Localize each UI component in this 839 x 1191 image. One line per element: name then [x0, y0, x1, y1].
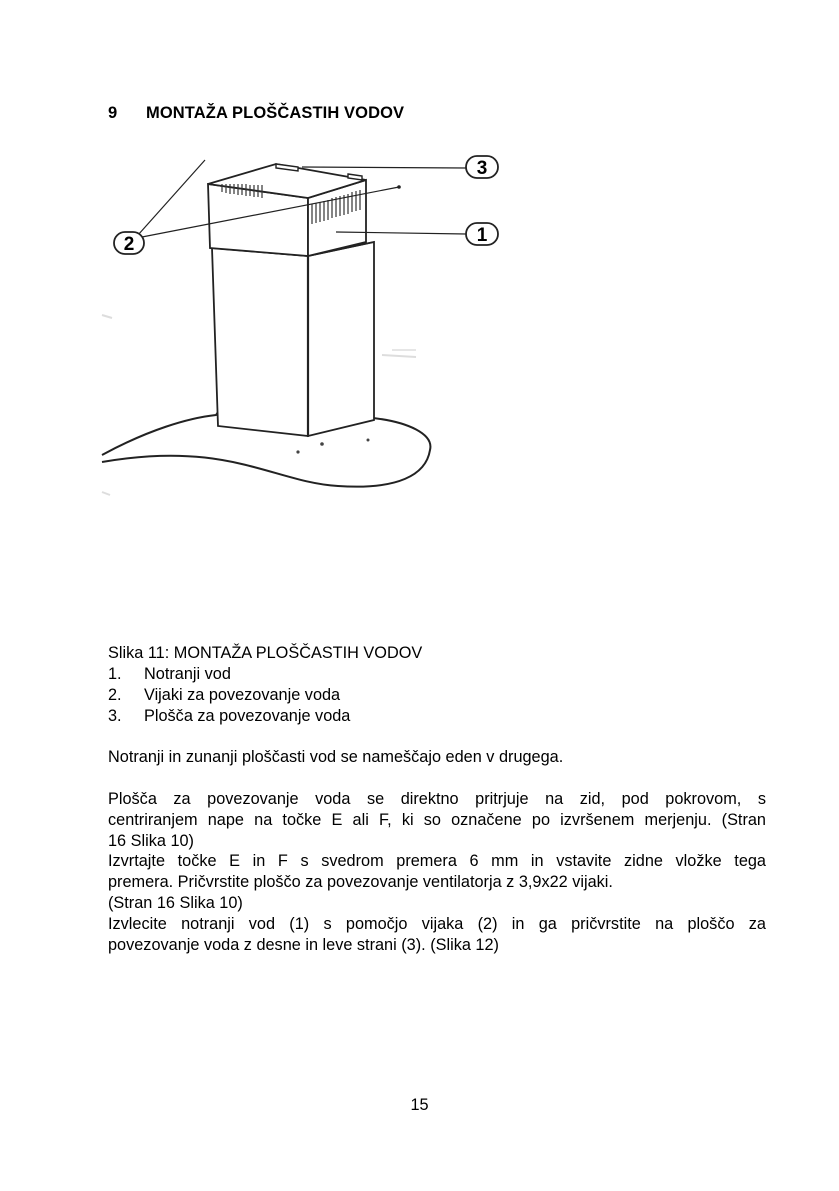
list-item-number: 3. — [108, 707, 122, 725]
callout-3 — [466, 156, 498, 179]
paragraph-line: Izvlecite notranji vod (1) s pomočjo vijaka (2) in ga pričvrstite na ploščo za — [108, 914, 766, 933]
paragraph-line: (Stran 16 Slika 10) — [108, 893, 243, 912]
list-item-text: Notranji vod — [144, 665, 231, 683]
legend-list — [108, 664, 350, 727]
page-number: 15 — [410, 1096, 429, 1114]
list-item-text: Vijaki za povezovanje voda — [144, 686, 341, 704]
section-heading — [108, 104, 404, 123]
list-item — [108, 685, 350, 706]
paragraph-instructions — [108, 789, 766, 955]
paragraph-line: povezovanje voda z desne in leve strani (3). (Slika 12) — [108, 935, 499, 954]
section-number: 9 — [108, 104, 118, 122]
duct-assembly-figure — [98, 150, 518, 520]
screw-point — [397, 185, 401, 189]
list-item-number: 2. — [108, 686, 122, 704]
list-item — [108, 706, 350, 727]
section-title: MONTAŽA PLOŠČASTIH VODOV — [146, 104, 405, 122]
figure-caption: Slika 11: MONTAŽA PLOŠČASTIH VODOV — [108, 644, 423, 662]
canopy-screw — [296, 450, 299, 453]
callout-2 — [114, 232, 144, 255]
svg-text:1: 1 — [476, 225, 488, 246]
list-item — [108, 664, 350, 685]
paragraph-intro — [108, 747, 766, 768]
inner-duct — [208, 164, 366, 256]
callout-1 — [466, 223, 498, 246]
paragraph-line: centriranjem nape na točke E ali F, ki so označene po izvršenem merjenju. (Stran — [108, 810, 766, 829]
paragraph-line: Notranji in zunanji ploščasti vod se nameščajo eden v drugega. — [108, 748, 564, 766]
canopy-screw — [367, 439, 370, 442]
outer-duct — [212, 242, 374, 436]
list-item-number: 1. — [108, 665, 122, 683]
paragraph-line: Plošča za povezovanje voda se direktno pritrjuje na zid, pod pokrovom, s — [108, 790, 766, 808]
svg-text:2: 2 — [123, 234, 135, 255]
canopy-screw — [320, 442, 324, 446]
list-item-text: Plošča za povezovanje voda — [144, 707, 351, 725]
paragraph-line: 16 Slika 10) — [108, 831, 194, 850]
paragraph-line: Izvrtajte točke E in F s svedrom premera 6 mm in vstavite zidne vložke tega — [108, 852, 766, 871]
svg-text:3: 3 — [476, 158, 488, 179]
paragraph-line: premera. Pričvrstite ploščo za povezovanje ventilatorja z 3,9x22 vijaki. — [108, 873, 613, 892]
